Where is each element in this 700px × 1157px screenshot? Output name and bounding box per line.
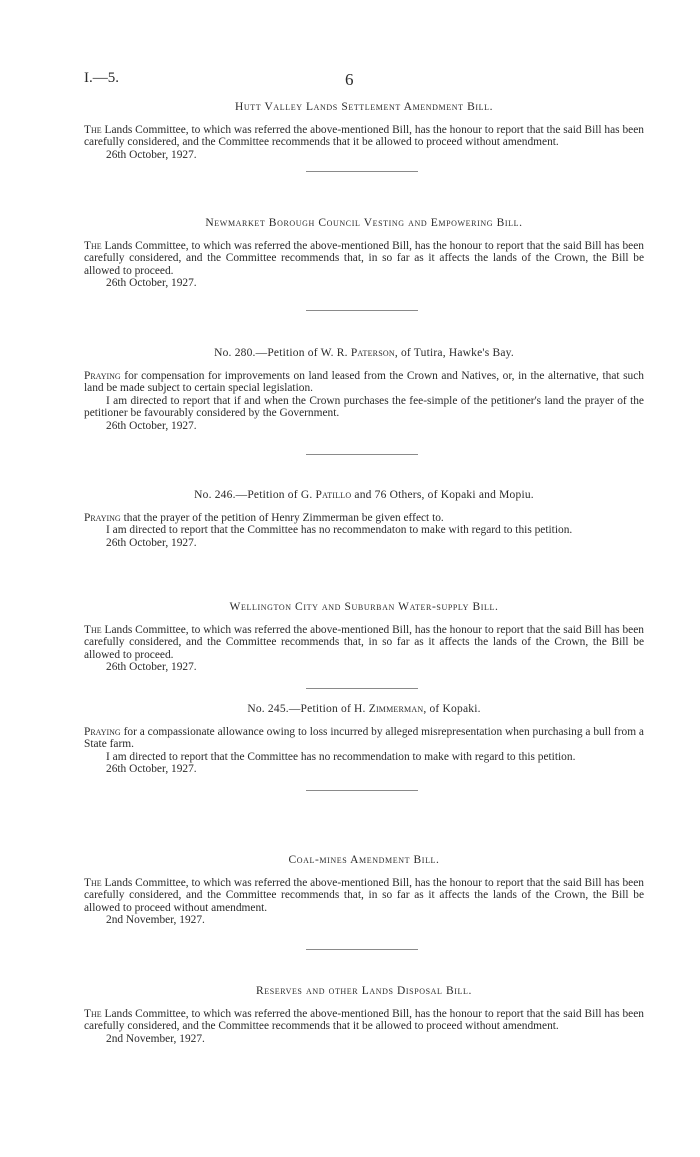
- report-text: Lands Committee, to which was referred the above-mentioned Bill, has the honour to report that the said Bill has been carefully considered, and the Committee recommends that, in so far as it affects the lands of the Crown, the Bill be allowed to proceed without amendment.: [84, 877, 644, 914]
- report-body: [84, 124, 644, 149]
- report-date: 26th October, 1927.: [106, 277, 197, 290]
- petitioner-name: Zimmerman: [368, 703, 424, 715]
- lead-word: Praying: [84, 512, 121, 524]
- lead-word: The: [84, 624, 102, 636]
- report-newmarket: [84, 216, 644, 311]
- report-hutt-valley: [84, 100, 644, 172]
- petition-280: [84, 346, 644, 455]
- section-title: Hutt Valley Lands Settlement Amendment Bill.: [234, 101, 494, 113]
- lead-word: The: [84, 240, 102, 252]
- report-reserves: [84, 984, 644, 1045]
- section-title: Wellington City and Suburban Water-supply Bill.: [229, 601, 499, 613]
- section-title: Reserves and other Lands Disposal Bill.: [255, 985, 473, 997]
- report-date: 26th October, 1927.: [106, 536, 197, 549]
- committee-report: I am directed to report that if and when the Crown purchases the fee-simple of the petitioner's land the prayer of the petitioner be favourably considered by the Government.: [84, 394, 644, 420]
- report-coal-mines: [84, 853, 644, 950]
- report-date: 2nd November, 1927.: [106, 1032, 205, 1045]
- petition-246: [84, 488, 644, 549]
- section-divider: [306, 171, 418, 172]
- petition-text: for a compassionate allowance owing to loss incurred by alleged misrepresentation when purchasing a bull from a State farm.: [84, 726, 644, 751]
- report-date: 2nd November, 1927.: [106, 914, 205, 927]
- report-body: [84, 1008, 644, 1033]
- section-title: No. 246.—Petition of G. Patillo and 76 Others, of Kopaki and Mopiu.: [194, 489, 534, 501]
- section-divider: [306, 949, 418, 950]
- document-reference: I.—5.: [84, 70, 119, 86]
- report-body: [84, 624, 644, 661]
- petition-prayer: [84, 512, 644, 524]
- committee-report: I am directed to report that the Committee has no recommendation to make with regard to this petition.: [106, 750, 576, 763]
- report-date: 26th October, 1927.: [106, 661, 197, 674]
- report-text: Lands Committee, to which was referred the above-mentioned Bill, has the honour to report that the said Bill has been carefully considered, and the Committee recommends that, in so far as it affects the lands of the Crown, the Bill be allowed to proceed.: [84, 240, 644, 277]
- report-date: 26th October, 1927.: [106, 419, 197, 432]
- report-body: [84, 240, 644, 277]
- petitioner-name: Patillo: [315, 489, 352, 501]
- section-title: Newmarket Borough Council Vesting and Empowering Bill.: [205, 217, 523, 229]
- lead-word: Praying: [84, 726, 121, 738]
- section-title: No. 245.—Petition of H. Zimmerman, of Kopaki.: [247, 703, 481, 715]
- page-number: 6: [345, 70, 354, 89]
- petitioner-name: Paterson: [350, 347, 395, 359]
- section-divider: [306, 454, 418, 455]
- report-body: [84, 877, 644, 914]
- report-date: 26th October, 1927.: [106, 763, 197, 776]
- lead-word: Praying: [84, 370, 121, 382]
- petition-prayer: [84, 370, 644, 395]
- report-text: Lands Committee, to which was referred the above-mentioned Bill, has the honour to report that the said Bill has been carefully considered, and the Committee recommends that it be allowed to proceed without amendment.: [84, 1008, 644, 1033]
- lead-word: The: [84, 1008, 102, 1020]
- section-divider: [306, 688, 418, 689]
- section-divider: [306, 310, 418, 311]
- petition-prayer: [84, 726, 644, 751]
- report-text: Lands Committee, to which was referred the above-mentioned Bill, has the honour to report that the said Bill has been carefully considered, and the Committee recommends that, in so far as it affects the lands of the Crown, the Bill be allowed to proceed.: [84, 624, 644, 661]
- report-wellington: [84, 600, 644, 689]
- lead-word: The: [84, 124, 102, 136]
- section-divider: [306, 790, 418, 791]
- section-title: Coal-mines Amendment Bill.: [288, 854, 440, 866]
- report-text: Lands Committee, to which was referred the above-mentioned Bill, has the honour to report that the said Bill has been carefully considered, and the Committee recommends that it be allowed to proceed without amendment.: [84, 124, 644, 149]
- report-date: 26th October, 1927.: [106, 148, 197, 161]
- section-title: No. 280.—Petition of W. R. Paterson, of Tutira, Hawke's Bay.: [214, 347, 514, 359]
- petition-text: for compensation for improvements on land leased from the Crown and Natives, or, in the alternative, that such land be made subject to certain special legislation.: [84, 370, 644, 395]
- committee-report: I am directed to report that the Committee has no recommendaton to make with regard to this petition.: [106, 524, 573, 537]
- page-header: [0, 70, 700, 90]
- petition-245: [84, 702, 644, 791]
- lead-word: The: [84, 877, 102, 889]
- petition-text: that the prayer of the petition of Henry Zimmerman be given effect to.: [123, 512, 444, 524]
